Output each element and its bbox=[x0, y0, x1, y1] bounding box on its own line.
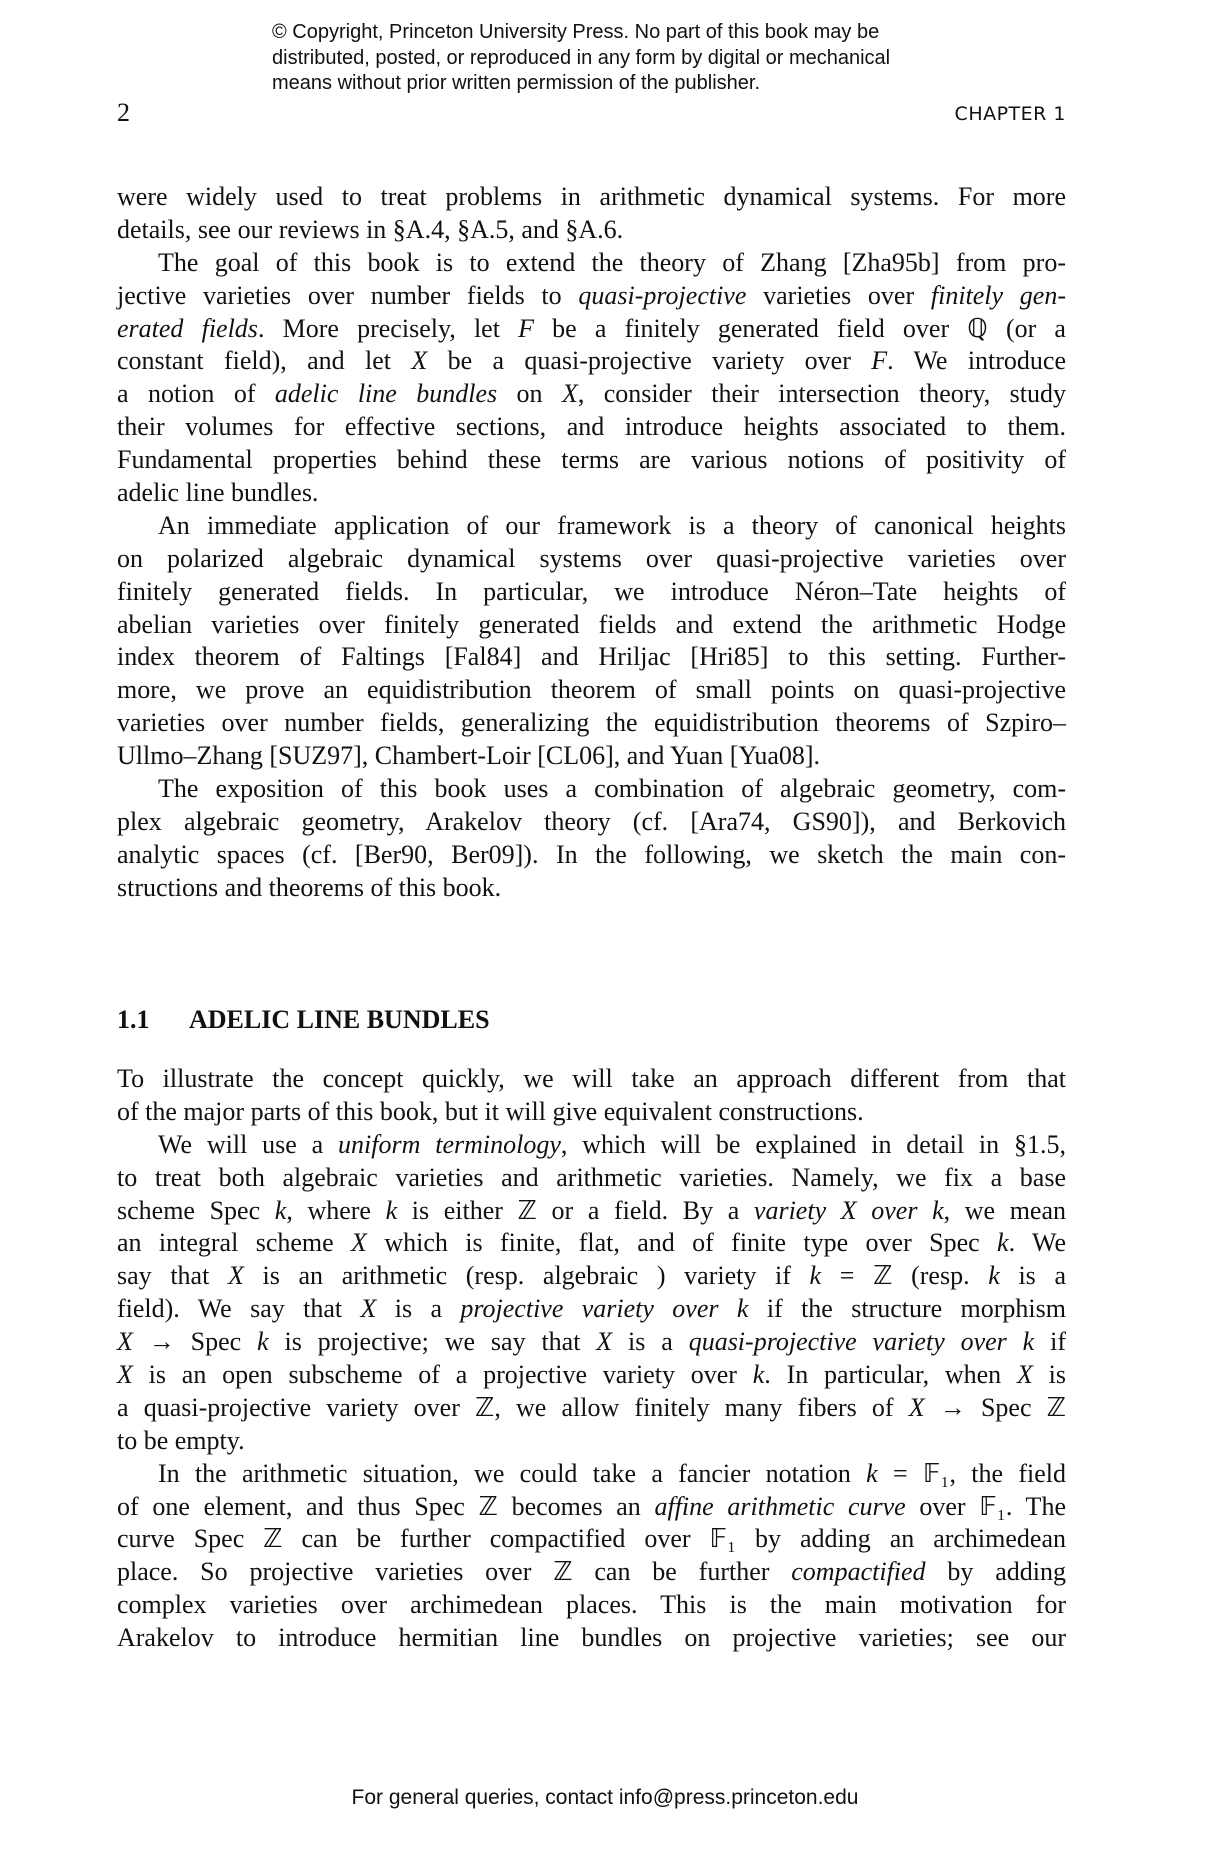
text-line: an integral scheme X which is finite, flat, and of finite type over Spec k. We bbox=[117, 1228, 1066, 1258]
text-line: complex varieties over archimedean places. This is the main motivation for bbox=[117, 1590, 1066, 1620]
italic-text: k bbox=[385, 1195, 398, 1225]
text-line: erated fields. More precisely, let F be a finitely generated field over ℚ (or a bbox=[117, 313, 1066, 343]
text-line: constant field), and let X be a quasi-projective variety over F. We introduce bbox=[117, 346, 1067, 376]
text-line: varieties over number fields, generalizing the equidistribution theorems of Szpiro– bbox=[117, 708, 1066, 738]
text-line: structions and theorems of this book. bbox=[117, 872, 502, 902]
text-line: X is an open subscheme of a projective variety over k. In particular, when X is bbox=[117, 1360, 1066, 1390]
footer-contact: For general queries, contact info@press.princeton.edu bbox=[351, 1786, 859, 1809]
text-line: field). We say that X is a projective variety over k if the structure morphism bbox=[117, 1294, 1066, 1324]
italic-text: X bbox=[908, 1392, 925, 1422]
text-line: An immediate application of our framework is a theory of canonical heights bbox=[158, 510, 1066, 540]
copyright-line: © Copyright, Princeton University Press. No part of this book may be bbox=[272, 21, 880, 43]
body-text-section bbox=[117, 1063, 1066, 1655]
italic-text: X bbox=[227, 1261, 244, 1291]
italic-text: adelic line bundles bbox=[274, 379, 498, 409]
italic-text: affine arithmetic curve bbox=[654, 1491, 906, 1521]
text-line: The exposition of this book uses a combination of algebraic geometry, com- bbox=[158, 774, 1066, 804]
italic-text: quasi-projective bbox=[578, 280, 747, 310]
italic-text: X bbox=[351, 1228, 367, 1258]
text-line: on polarized algebraic dynamical systems over quasi-projective varieties over bbox=[117, 543, 1066, 573]
text-line: We will use a uniform terminology, which will be explained in detail in §1.5, bbox=[158, 1129, 1066, 1159]
text-line: curve Spec ℤ can be further compactified over 𝔽₁ by adding an archimedean bbox=[117, 1524, 1066, 1554]
italic-text: F bbox=[871, 346, 888, 376]
text-line: adelic line bundles. bbox=[117, 478, 319, 508]
text-line: scheme Spec k, where k is either ℤ or a field. By a variety X over k, we mean bbox=[117, 1195, 1067, 1225]
text-line: their volumes for effective sections, and introduce heights associated to them. bbox=[117, 412, 1066, 442]
section-title: ADELIC LINE BUNDLES bbox=[189, 1005, 490, 1034]
italic-text: quasi-projective variety over k bbox=[688, 1327, 1035, 1357]
copyright-notice bbox=[272, 20, 890, 97]
italic-text: projective variety over k bbox=[460, 1294, 749, 1324]
italic-text: erated fields bbox=[117, 313, 258, 343]
text-line: place. So projective varieties over ℤ can be further compactified by adding bbox=[117, 1557, 1066, 1587]
text-line: of one element, and thus Spec ℤ becomes an affine arithmetic curve over 𝔽₁. The bbox=[117, 1491, 1066, 1521]
text-line: say that X is an arithmetic (resp. algebraic ) variety if k = ℤ (resp. k is a bbox=[117, 1261, 1066, 1291]
running-head: CHAPTER 1 bbox=[954, 103, 1066, 125]
italic-text: k bbox=[988, 1261, 1000, 1291]
italic-text: X bbox=[360, 1294, 377, 1324]
italic-text: finitely gen- bbox=[930, 280, 1067, 310]
text-line: In the arithmetic situation, we could take a fancier notation k = 𝔽₁, the field bbox=[158, 1458, 1066, 1488]
text-line: of the major parts of this book, but it will give equivalent constructions. bbox=[117, 1096, 864, 1126]
italic-text: k bbox=[809, 1261, 822, 1291]
copyright-line: distributed, posted, or reproduced in any form by digital or mechanical bbox=[272, 46, 891, 69]
text-line: Fundamental properties behind these terms are various notions of positivity of bbox=[117, 445, 1066, 475]
text-line: plex algebraic geometry, Arakelov theory (cf. [Ara74, GS90]), and Berkovich bbox=[117, 806, 1066, 836]
italic-text: variety X over k bbox=[753, 1195, 944, 1225]
text-line: To illustrate the concept quickly, we will take an approach different from that bbox=[117, 1064, 1066, 1093]
text-line: finitely generated fields. In particular, we introduce Néron–Tate heights of bbox=[117, 576, 1066, 606]
text-line: X → Spec k is projective; we say that X is a quasi-projective variety over k if bbox=[117, 1327, 1066, 1357]
italic-text: X bbox=[561, 379, 578, 409]
text-line: to treat both algebraic varieties and arithmetic varieties. Namely, we fix a base bbox=[117, 1162, 1066, 1192]
italic-text: uniform terminology bbox=[338, 1129, 561, 1159]
italic-text: X bbox=[411, 346, 428, 376]
body-text-intro bbox=[117, 181, 1066, 905]
text-line: more, we prove an equidistribution theorem of small points on quasi-projective bbox=[117, 675, 1066, 705]
text-line: index theorem of Faltings [Fal84] and Hriljac [Hri85] to this setting. Further- bbox=[117, 642, 1066, 672]
text-line: a quasi-projective variety over ℤ, we allow finitely many fibers of X → Spec ℤ bbox=[117, 1392, 1066, 1422]
text-line: Arakelov to introduce hermitian line bundles on projective varieties; see our bbox=[117, 1623, 1066, 1653]
italic-text: compactified bbox=[791, 1557, 926, 1587]
italic-text: X bbox=[117, 1327, 133, 1357]
text-line: a notion of adelic line bundles on X, consider their intersection theory, study bbox=[117, 379, 1066, 409]
italic-text: k bbox=[274, 1195, 287, 1225]
text-line: analytic spaces (cf. [Ber90, Ber09]). In the following, we sketch the main con- bbox=[117, 839, 1066, 869]
italic-text: k bbox=[752, 1360, 765, 1390]
italic-text: k bbox=[866, 1458, 878, 1488]
italic-text: k bbox=[257, 1327, 269, 1357]
copyright-line: means without prior written permission of the publisher. bbox=[272, 72, 761, 95]
section-number: 1.1 bbox=[117, 1005, 150, 1034]
text-line: Ullmo–Zhang [SUZ97], Chambert-Loir [CL06], and Yuan [Yua08]. bbox=[117, 741, 821, 771]
text-line: details, see our reviews in §A.4, §A.5, and §A.6. bbox=[117, 214, 624, 244]
text-line: to be empty. bbox=[117, 1425, 245, 1455]
text-line: jective varieties over number fields to quasi-projective varieties over finitely gen- bbox=[117, 280, 1067, 310]
italic-text: X bbox=[1016, 1360, 1033, 1390]
text-line: were widely used to treat problems in arithmetic dynamical systems. For more bbox=[117, 182, 1066, 211]
page-number: 2 bbox=[117, 98, 130, 127]
italic-text: F bbox=[518, 313, 534, 343]
italic-text: k bbox=[997, 1228, 1009, 1258]
italic-text: X bbox=[117, 1360, 133, 1390]
section-heading bbox=[117, 1004, 490, 1036]
text-line: The goal of this book is to extend the theory of Zhang [Zha95b] from pro- bbox=[158, 247, 1066, 277]
italic-text: X bbox=[596, 1327, 613, 1357]
text-line: abelian varieties over finitely generated fields and extend the arithmetic Hodge bbox=[117, 609, 1066, 639]
